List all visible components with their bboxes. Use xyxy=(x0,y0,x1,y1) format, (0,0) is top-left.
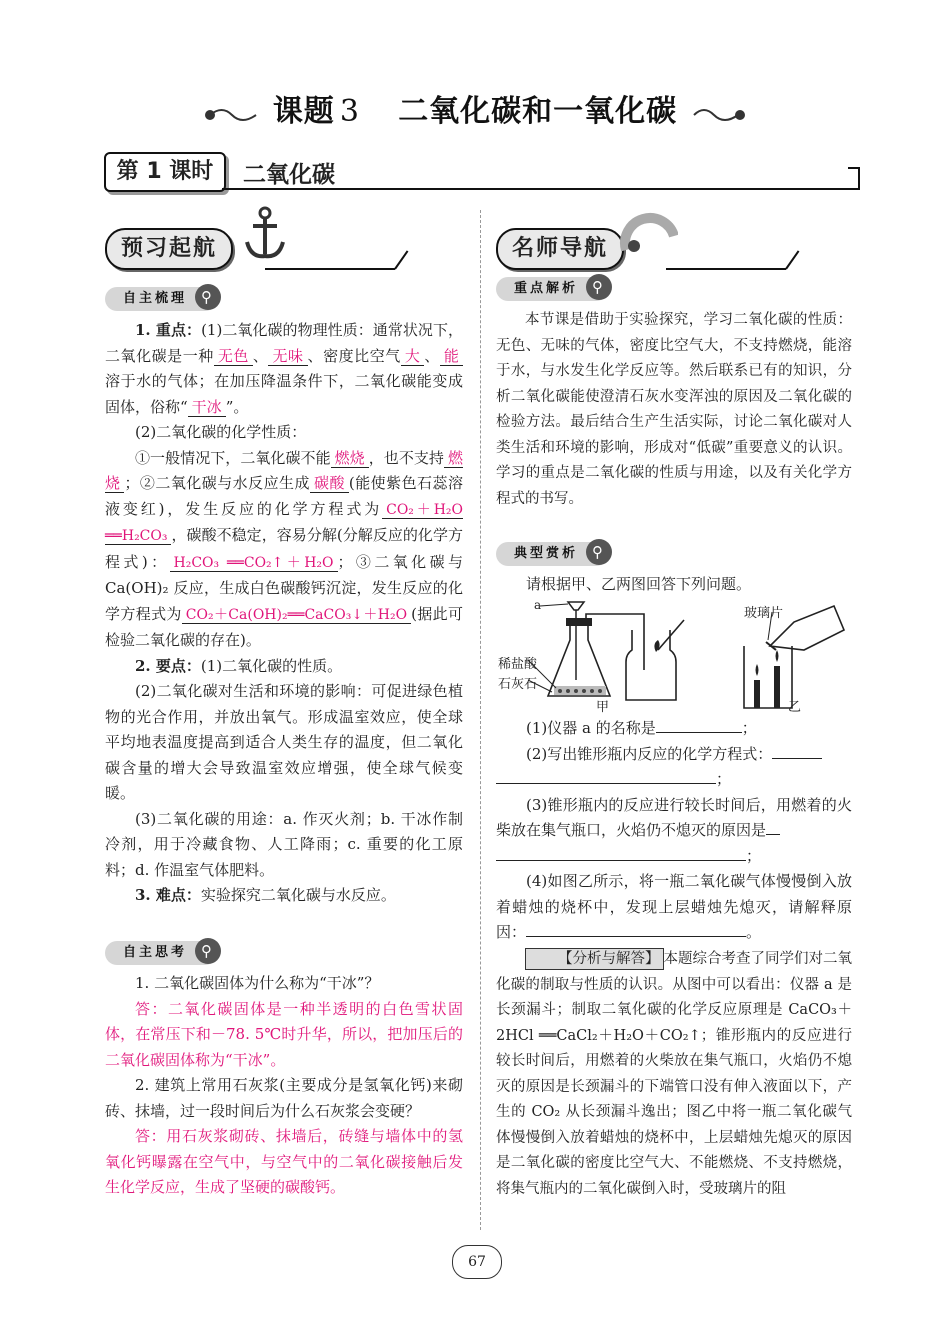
environment-paragraph: (2)二氧化碳对生活和环境的影响：可促进绿色植物的光合作用，并放出氧气。形成温室效应，使全球平均地表温度提高到适合人类生存的温度，但二氧化碳含量的增大会导致温室效应增强，使全球气候变暖。 xyxy=(105,682,463,802)
text: ”。 xyxy=(225,397,249,416)
gauge-icon xyxy=(618,206,678,260)
question-2: (2)写出锥形瓶内反应的化学方程式： xyxy=(526,744,773,763)
self-think-label: 自主思考 xyxy=(123,945,188,960)
magnifier-icon: ⚲ xyxy=(586,274,612,300)
answer-density: 大 xyxy=(401,347,425,366)
answer-blank-2a[interactable] xyxy=(772,758,822,759)
experiment-figure xyxy=(498,598,852,715)
key-point-heading: 1. 重点： xyxy=(135,321,202,339)
anchor-icon xyxy=(243,206,287,266)
lesson-underline xyxy=(222,188,858,190)
right-intro xyxy=(496,308,852,512)
question-4: (4)如图乙所示，将一瓶二氧化碳气体慢慢倒入放着蜡烛的烧杯中，发现上层蜡烛先熄灭，请解释原因： xyxy=(496,872,852,941)
text: 实验探究二氧化碳与水反应。 xyxy=(200,886,396,904)
answer-support-burn: 燃烧 xyxy=(105,448,463,492)
lesson-title: 二氧化碳 xyxy=(243,162,335,188)
answer-2: 答：用石灰浆砌砖、抹墙后，砖缝与墙体中的氢氧化钙曝露在空气中，与空气中的二氧化碳接触后发生化学反应，生成了坚硬的碳酸钙。 xyxy=(105,1127,463,1196)
focus-analysis-label: 重点解析 xyxy=(514,281,579,296)
chem-properties-heading: (2)二氧化碳的化学性质： xyxy=(135,423,307,441)
lesson-hook xyxy=(848,167,860,190)
main-point-heading: 2. 要点： xyxy=(135,656,201,675)
self-think-tag xyxy=(105,941,217,965)
example-question: 请根据甲、乙两图回答下列问题。 xyxy=(526,575,752,593)
text: (据此可检验二氧化碳的存在)。 xyxy=(105,604,463,649)
analysis-text: 本题综合考查了同学们对二氧化碳的制取与性质的认识。从图中可以看出：仪器 a 是长颈漏斗；制取二氧化碳的化学反应原理是 CaCO₃＋2HCl ══CaCl₂＋H₂O＋CO₂↑；锥形瓶内的反应进行较长时间后，用燃着的火柴放在集气瓶口，火焰仍不熄灭的原因是长颈漏斗的下端管口没有伸入液面以下，产生的 CO₂ 从长颈漏斗逸出；图乙中将一瓶二氧化碳气体慢慢倒入放着蜡烛的烧杯中，上层蜡烛先熄灭的原因是二氧化碳的密度比空气大、不能燃烧、不支持燃烧，将集气瓶内的二氧化碳倒入时，受玻璃片的阻 xyxy=(496,951,852,1197)
label-figure-jia: 甲 xyxy=(596,700,610,715)
example-questions: (1)仪器 a 的名称是 ； (2)写出锥形瓶内反应的化学方程式： ； (3)锥形瓶内的反应进行较长时间后，用燃着的火柴放在集气瓶口，火焰仍不熄灭的原因是 ； (4)如图乙所示，将一瓶二氧化碳气体慢慢倒入放着蜡烛的烧杯中，发现上层蜡烛先熄灭，请解释原因： 。 xyxy=(496,719,852,941)
label-limestone: 石灰石 xyxy=(498,677,538,692)
banner-rule xyxy=(265,268,395,270)
answer-odorless: 无味 xyxy=(268,347,307,366)
text: (1)二氧化碳的性质。 xyxy=(200,656,343,675)
self-review-label: 自主梳理 xyxy=(123,291,188,306)
left-banner xyxy=(105,228,305,270)
left-questions xyxy=(105,971,463,1201)
example-intro xyxy=(496,572,852,598)
answer-equation-1: CO₂＋H₂O ══H₂CO₃ xyxy=(105,501,463,544)
self-review-tag xyxy=(105,287,217,311)
column-divider xyxy=(480,210,481,1230)
answer-burn: 燃烧 xyxy=(331,449,369,468)
label-glass-plate: 玻璃片 xyxy=(744,606,784,621)
banner-slash xyxy=(394,250,408,269)
difficulty-heading: 3. 难点： xyxy=(135,886,201,904)
preview-banner-label: 预习起航 xyxy=(105,228,233,270)
label-figure-yi: 乙 xyxy=(788,700,802,715)
question-2: 2. 建筑上常用石灰浆(主要成分是氢氧化钙)来砌砖、抹墙，过一段时间后为什么石灰浆会变硬？ xyxy=(105,1076,463,1120)
topic-title: 二氧化碳和一氧化碳 xyxy=(398,94,678,129)
magnifier-icon: ⚲ xyxy=(195,284,221,310)
focus-analysis-tag xyxy=(496,277,608,301)
guide-banner-label: 名师导航 xyxy=(496,228,624,270)
label-hydrochloric-acid: 稀盐酸 xyxy=(498,657,538,672)
text: (1)二氧化碳的物理性质：通常状况下，二氧化碳是一种 xyxy=(105,321,463,365)
answer-blank-3a[interactable] xyxy=(766,834,780,835)
answer-blank-4[interactable] xyxy=(526,936,746,937)
banner-rule xyxy=(666,268,786,270)
text: ，也不支持 xyxy=(368,448,444,467)
answer-carbonic-acid: 碳酸 xyxy=(310,474,349,493)
topic-number: 3 xyxy=(339,94,360,129)
intro-paragraph: 本节课是借助于实验探究，学习二氧化碳的性质：无色、无味的气体，密度比空气大，不支持燃烧，能溶于水，与水发生化学反应等。然后联系已有的知识，分析二氧化碳能使澄清石灰水变浑浊的原因及二氧化碳的检验方法。最后结合生产生活实际，讨论二氧化碳对人类生活和环境的影响，形成对“低碳”重要意义的认识。学习的重点是二氧化碳的性质与用途，以及有关化学方程式的书写。 xyxy=(496,312,852,507)
answer-blank-1[interactable] xyxy=(656,732,742,733)
analysis-block xyxy=(496,947,852,1202)
answer-dry-ice: 干冰 xyxy=(188,398,226,417)
example-tag xyxy=(496,542,608,566)
example-label: 典型赏析 xyxy=(514,546,579,561)
analysis-tag: 【分析与解答】 xyxy=(525,948,664,970)
text: 、密度比空气 xyxy=(307,346,401,365)
page-number: 67 xyxy=(452,1245,502,1279)
right-banner xyxy=(496,228,696,270)
answer-blank-3b[interactable] xyxy=(496,860,746,861)
question-3: (3)锥形瓶内的反应进行较长时间后，用燃着的火柴放在集气瓶口，火焰仍不熄灭的原因是 xyxy=(496,795,852,839)
topic-label: 课题 xyxy=(272,94,335,129)
left-key-points: 1. 重点：(1)二氧化碳的物理性质：通常状况下，二氧化碳是一种 无色 、 无味 、密度比空气 大 、 能溶于水的气体；在加压降温条件下，二氧化碳能变成固体，俗称“ 干冰 ”。 (2)二氧化碳的化学性质： ①一般情况下，二氧化碳不能 燃烧 ，也不支持 燃烧 ；②二氧化碳与水反应生成 碳酸 (能使紫色石蕊溶液变红)，发生反应的化学方程式为 CO₂＋H₂O ══H₂CO₃ ，碳酸不稳定，容易分解(分解反应的化学方程式)： H₂CO₃ ══CO₂↑＋H₂O ；③二氧化碳与 Ca(OH)₂ 反应，生成白色碳酸钙沉淀，发生反应的化学方程式为 CO₂＋Ca(OH)₂══CaCO₃↓＋H₂O (据此可检验二氧化碳的存在)。 2. 要点：(1)二氧化碳的性质。 (2)二氧化碳对生活和环境的影响：可促进绿色植物的光合作用，并放出氧气。形成温室效应，使全球平均地表温度提高到适合人类生存的温度，但二氧化碳含量的增大会导致温室效应增强，使全球气候变暖。 (3)二氧化碳的用途：a. 作灭火剂；b. 干冰作制冷剂，用于冷藏食物、人工降雨；c. 重要的化工原料；d. 作温室气体肥料。 3. 难点：实验探究二氧化碳与水反应。 xyxy=(105,321,463,904)
question-1: 1. 二氧化碳固体为什么称为“干冰”？ xyxy=(135,974,380,992)
uses-paragraph: (3)二氧化碳的用途：a. 作灭火剂；b. 干冰作制冷剂，用于冷藏食物、人工降雨；c. 重要的化工原料；d. 作温室气体肥料。 xyxy=(105,809,463,879)
magnifier-icon: ⚲ xyxy=(586,539,612,565)
left-swirl-ornament xyxy=(202,103,258,131)
answer-blank-2b[interactable] xyxy=(496,783,716,784)
text: ①一般情况下，二氧化碳不能 xyxy=(135,448,331,467)
text: (能使紫色石蕊溶液变红)，发生反应的化学方程式为 xyxy=(105,474,463,518)
lesson-tag: 第 1 课时 xyxy=(104,152,226,192)
text: 溶于水的气体；在加压降温条件下，二氧化碳能变成固体，俗称“ xyxy=(105,372,463,416)
banner-slash xyxy=(785,250,799,269)
text: ；②二氧化碳与水反应生成 xyxy=(124,474,310,492)
magnifier-icon: ⚲ xyxy=(195,938,221,964)
answer-1: 答：二氧化碳固体是一种半透明的白色雪状固体，在常压下和－78. 5℃时升华，所以，把加压后的二氧化碳固体称为“干冰”。 xyxy=(105,999,463,1069)
answer-colorless: 无色 xyxy=(214,347,253,366)
right-swirl-ornament xyxy=(692,103,748,131)
answer-soluble: 能 xyxy=(440,347,463,366)
text: ，碳酸不稳定，容易分解(分解反应的化学方程式)： xyxy=(105,526,463,571)
text: ；③二氧化碳与 Ca(OH)₂ 反应，生成白色碳酸钙沉淀，发生反应的化学方程式为 xyxy=(105,552,463,623)
question-1: (1)仪器 a 的名称是 xyxy=(526,719,656,737)
page-title-row xyxy=(0,86,950,131)
answer-equation-3: CO₂＋Ca(OH)₂══CaCO₃↓＋H₂O xyxy=(182,607,411,624)
answer-equation-2: H₂CO₃ ══CO₂↑＋H₂O xyxy=(170,555,338,572)
label-a: a xyxy=(534,598,542,612)
